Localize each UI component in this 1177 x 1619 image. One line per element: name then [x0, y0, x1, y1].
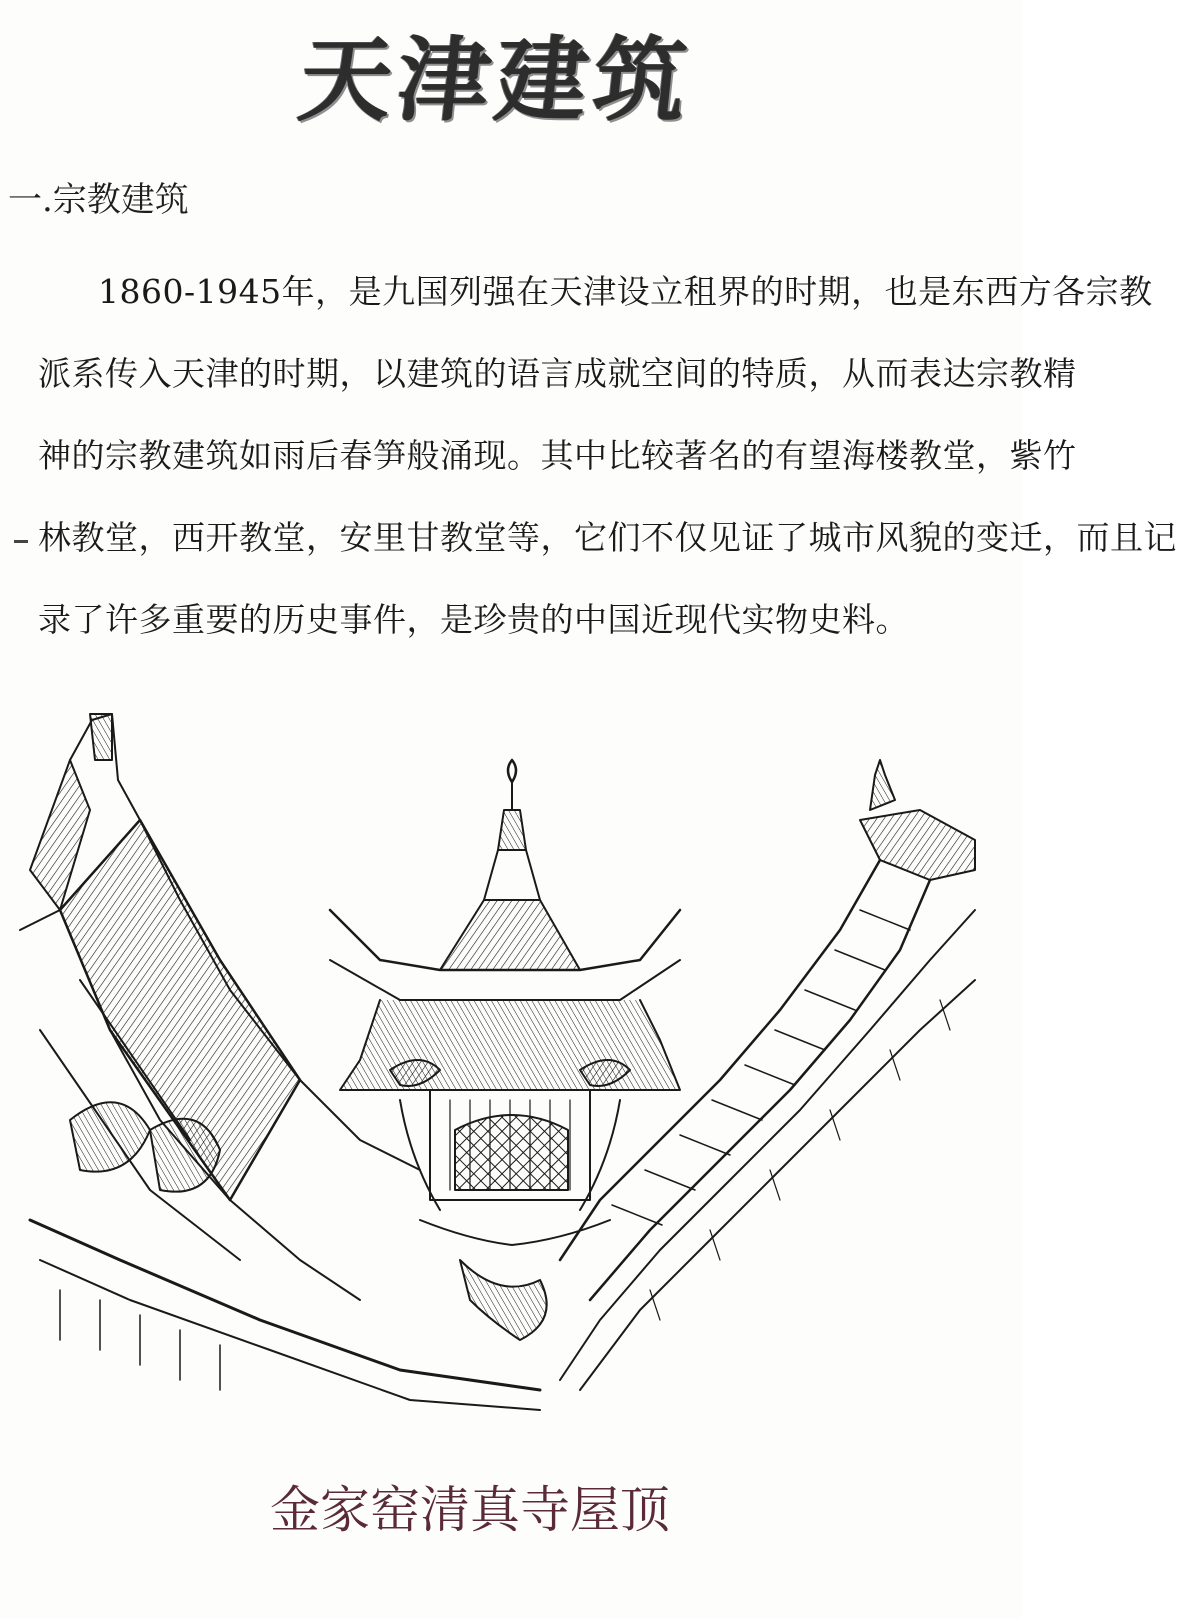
- paragraph-line: 1860-1945年，是九国列强在天津设立租界的时期，也是东西方各宗教: [98, 272, 1153, 311]
- paragraph-line: 录了许多重要的历史事件，是珍贵的中国近现代实物史料。: [38, 600, 909, 639]
- paragraph-line: 林教堂，西开教堂，安里甘教堂等，它们不仅见证了城市风貌的变迁，而且记: [38, 518, 1177, 557]
- roof-sketch-illustration: [0, 700, 1022, 1430]
- page-title: 天津建筑: [294, 26, 698, 134]
- central-pavilion: [330, 760, 680, 1340]
- margin-dash: [14, 540, 28, 543]
- illustration-caption: 金家窑清真寺屋顶: [270, 1481, 670, 1539]
- section-heading: 一.宗教建筑: [8, 180, 189, 220]
- body-paragraph: [38, 262, 1177, 672]
- paragraph-line: 派系传入天津的时期，以建筑的语言成就空间的特质，从而表达宗教精: [38, 354, 1077, 393]
- paragraph-line: 神的宗教建筑如雨后春笋般涌现。其中比较著名的有望海楼教堂，紫竹: [38, 436, 1077, 475]
